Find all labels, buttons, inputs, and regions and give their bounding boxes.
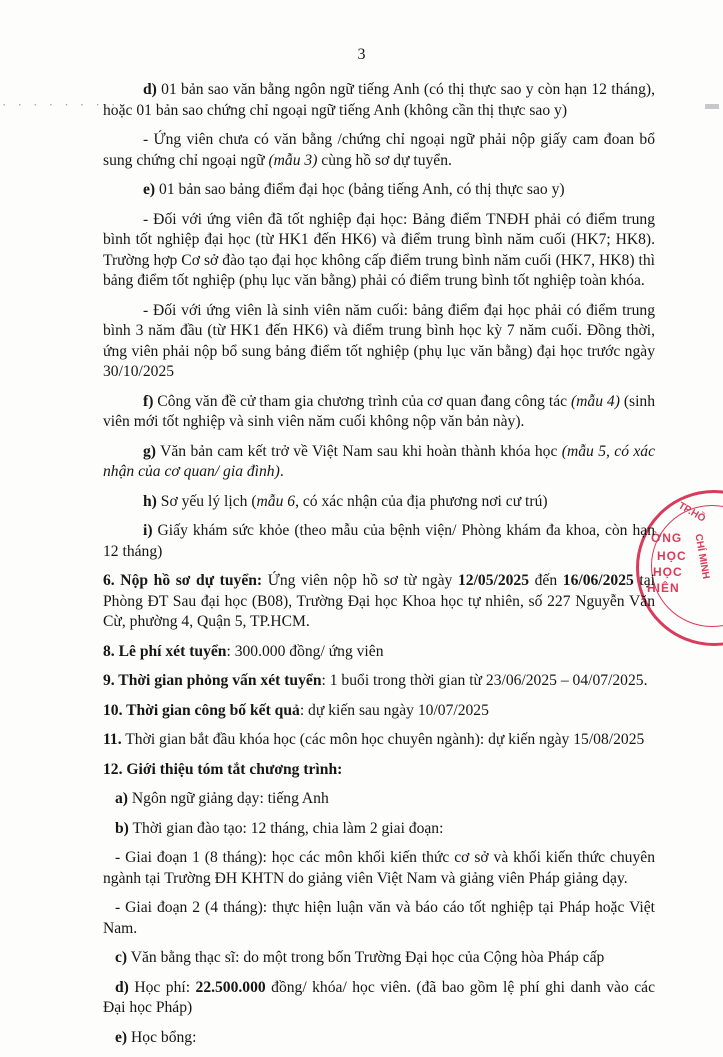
section-9: 9. Thời gian phỏng vấn xét tuyển: 1 buổi trong thời gian từ 23/06/2025 – 04/07/2025. (103, 672, 648, 689)
margin-dots: · · · · · · · · (2, 97, 120, 112)
item-e-dash-2: - Đối với ứng viên là sinh viên năm cuối: bảng điểm đại học phải có điểm trung bình 3 năm đầu (từ HK1 đến HK6) và điểm trung bình học kỳ 7 năm cuối. Đồng thời, ứng viên phải nộp bổ sung bảng điểm tốt nghiệp (phụ lục văn bằng) đại học trước ngày 30/10/2025 (103, 301, 655, 380)
stamp-word: HIÊN (647, 581, 680, 595)
item-d: d) 01 bản sao văn bằng ngôn ngữ tiếng Anh (có thị thực sao y còn hạn 12 tháng), hoặc 01 bản sao chứng chỉ ngoại ngữ tiếng Anh (không cần thị thực sao y) (103, 81, 655, 119)
item-f: f) Công văn đề cử tham gia chương trình của cơ quan đang công tác (mẫu 4) (sinh viên mới tốt nghiệp và sinh viên năm cuối không nộp văn bản này). (103, 392, 656, 430)
section-10: 10. Thời gian công bố kết quả: dự kiến sau ngày 10/07/2025 (103, 701, 489, 719)
section-12-title: 12. Giới thiệu tóm tắt chương trình: (103, 760, 343, 778)
stamp-ring-top: TP.HỒ (676, 500, 708, 525)
stamp-word: HỌC (657, 549, 687, 563)
page-number: 3 (357, 46, 366, 63)
section-11: 11. Thời gian bắt đầu khóa học (các môn học chuyên ngành): dự kiến ngày 15/08/2025 (103, 731, 645, 748)
section-12-a: a) Ngôn ngữ giảng dạy: tiếng Anh (115, 790, 329, 807)
section-12-c: c) Văn bằng thạc sĩ: do một trong bốn Trường Đại học của Cộng hòa Pháp cấp (115, 949, 605, 966)
item-e-dash-1: - Đối với ứng viên đã tốt nghiệp đại học: Bảng điểm TNĐH phải có điểm trung bình tốt nghiệp đại học (từ HK1 đến HK6) và điểm trung bình năm cuối (HK7; HK8). Trường hợp Cơ sở đào tạo đại học không cấp điểm trung bình năm cuối (HK7, HK8) thì bảng điểm tốt nghiệp (phụ lục văn bằng) phải có điểm trung bình tốt nghiệp toàn khóa. (103, 210, 655, 289)
stamp-word: HỌC (653, 565, 683, 579)
section-12-e: e) Học bổng: (115, 1028, 197, 1046)
item-i: i) Giấy khám sức khỏe (theo mẫu của bệnh viện/ Phòng khám đa khoa, còn hạn 12 tháng) (103, 522, 655, 560)
item-h: h) Sơ yếu lý lịch (mẫu 6, có xác nhận của địa phương nơi cư trú) (143, 492, 548, 510)
item-d-note: - Ứng viên chưa có văn bằng /chứng chỉ ngoại ngữ phải nộp giấy cam đoan bổ sung chứng chỉ ngoại ngữ (mẫu 3) cùng hồ sơ dự tuyển. (103, 131, 655, 169)
stamp-ring-right: CHÍ MINH (692, 533, 712, 580)
stamp-word: ỜNG (651, 531, 683, 545)
section-12-d: d) Học phí: 22.500.000 đồng/ khóa/ học viên. (đã bao gồm lệ phí ghi danh vào các Đại học Pháp) (103, 978, 656, 1016)
document-body (103, 80, 655, 1057)
edge-mark (705, 104, 719, 109)
section-12-b: b) Thời gian đào tạo: 12 tháng, chia làm 2 giai đoạn: (115, 819, 444, 837)
section-6: 6. Nộp hồ sơ dự tuyển: Ứng viên nộp hồ sơ từ ngày 12/05/2025 đến 16/06/2025 tại Phòng ĐT Sau đại học (B08), Trường Đại học Khoa học tự nhiên, số 227 Nguyễn Văn Cừ, phường 4, Quận 5, TP.HCM. (103, 572, 656, 630)
item-e: e) 01 bản sao bảng điểm đại học (bảng tiếng Anh, có thị thực sao y) (143, 181, 565, 198)
section-8: 8. Lê phí xét tuyển: 300.000 đồng/ ứng viên (103, 642, 384, 660)
section-12-phase-1: - Giai đoạn 1 (8 tháng): học các môn khối kiến thức cơ sở và khối kiến thức chuyên ngành tại Trường ĐH KHTN do giảng viên Việt Nam và giảng viên Pháp giảng dạy. (103, 849, 655, 887)
item-g: g) Văn bản cam kết trở về Việt Nam sau khi hoàn thành khóa học (mẫu 5, có xác nhận của cơ quan/ gia đình). (103, 442, 656, 480)
section-12-phase-2: - Giai đoạn 2 (4 tháng): thực hiện luận văn và báo cáo tốt nghiệp tại Pháp hoặc Việt Nam. (103, 899, 655, 937)
